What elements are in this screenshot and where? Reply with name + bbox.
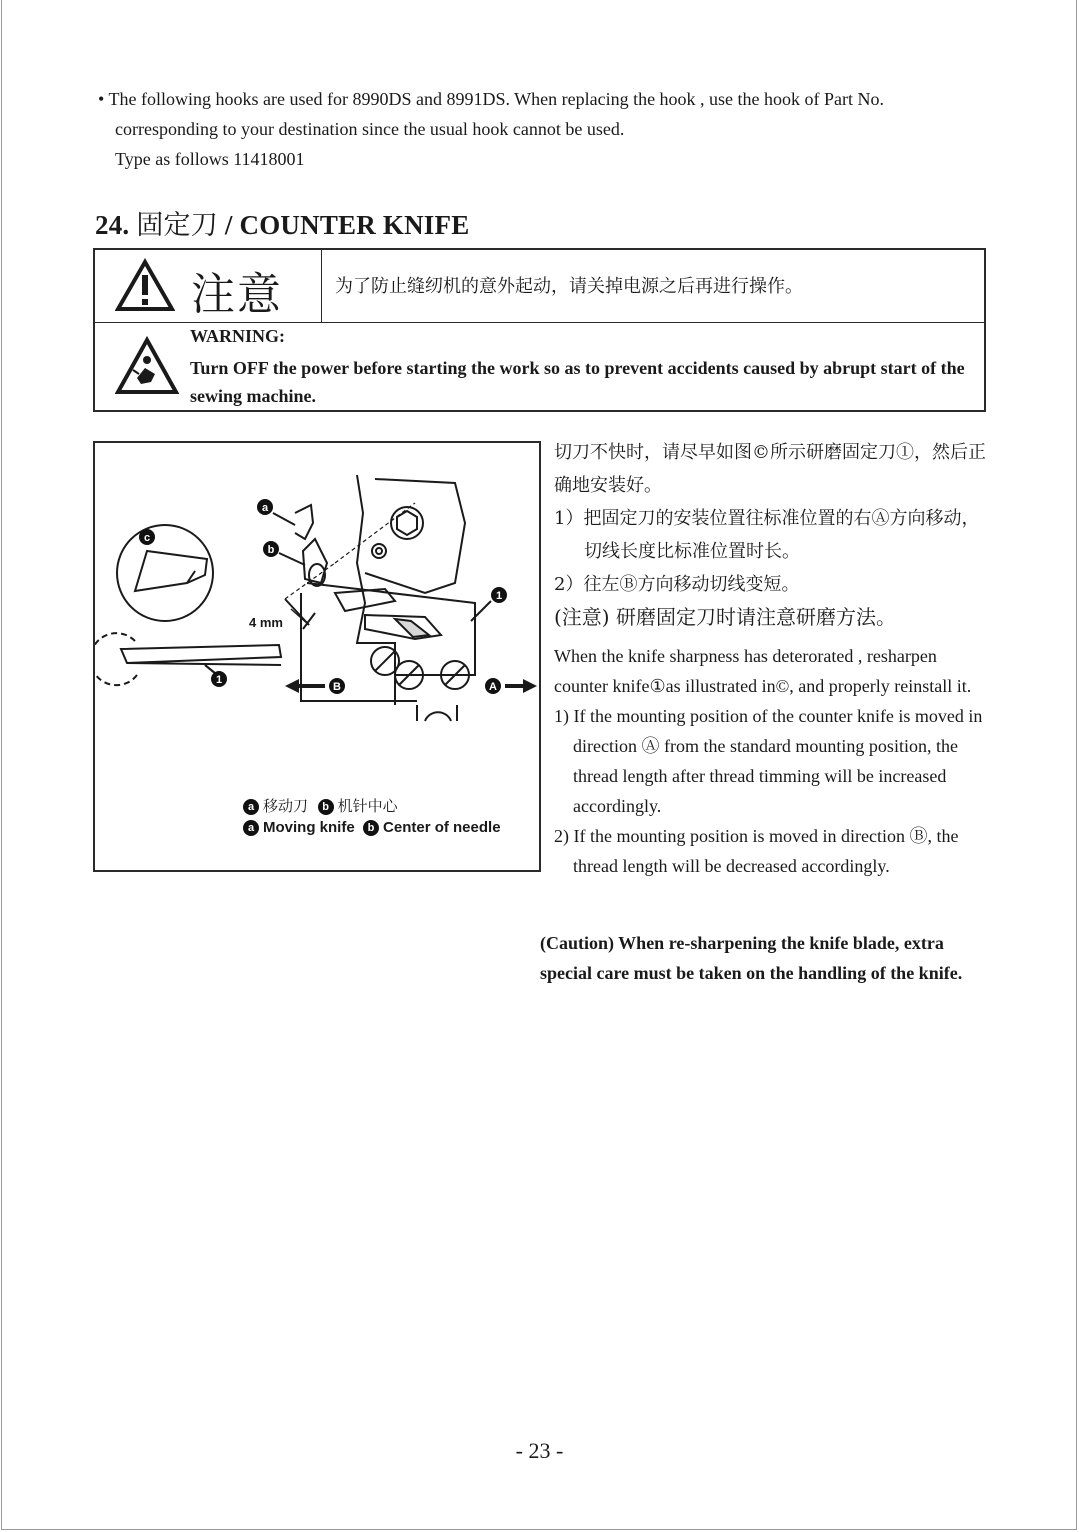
legend-badge-b-en: b: [363, 820, 379, 836]
warning-box: [93, 248, 986, 412]
section-number: 24.: [95, 210, 130, 240]
instructions-en-item2: 2) If the mounting position is moved in direction Ⓑ, the thread length will be decreased accordingly.: [554, 826, 959, 876]
section-title-en: COUNTER KNIFE: [239, 210, 470, 240]
warning-triangle-icon: [115, 257, 175, 313]
instructions-zh-caution: (注意) 研磨固定刀时请注意研磨方法。: [554, 605, 896, 629]
counter-knife-illustration: [95, 443, 539, 783]
figure-box: [93, 441, 541, 872]
section-title-zh: 固定刀: [136, 210, 218, 241]
callout-1-lower: 1: [215, 674, 223, 686]
legend-badge-b: b: [318, 799, 334, 815]
warning-en-heading: WARNING:: [190, 326, 286, 346]
warning-zh-row: [95, 250, 984, 323]
instructions-en-p1: When the knife sharpness has deterorated , resharpen counter knife①as illustrated in©, and properly reinstall it.: [554, 646, 972, 696]
legend-a-zh: 移动刀: [263, 797, 309, 815]
section-title: [95, 203, 469, 242]
figure-legend-zh: [243, 795, 398, 816]
instructions-en: [554, 641, 994, 881]
note-line-2: corresponding to your destination since the usual hook cannot be used.: [115, 119, 625, 139]
section-separator: /: [224, 210, 233, 240]
callout-c: c: [143, 532, 151, 544]
callout-1-upper: 1: [495, 590, 503, 602]
note-line-3: Type as follows 11418001: [115, 149, 305, 169]
callout-A: A: [489, 681, 497, 693]
warning-zh-title: 注意: [191, 269, 283, 320]
instructions-zh-item1: 1）把固定刀的安装位置往标准位置的右Ⓐ方向移动，切线长度比标准位置时长。: [554, 508, 980, 562]
callout-B: B: [333, 681, 341, 693]
instructions-zh-p1: 切刀不快时，请尽早如图©所示研磨固定刀①，然后正确地安装好。: [554, 442, 986, 496]
callout-b: b: [267, 544, 275, 556]
dimension-label: 4 mm: [249, 615, 283, 630]
legend-badge-a: a: [243, 799, 259, 815]
warning-zh-text: 为了防止缝纫机的意外起动，请关掉电源之后再进行操作。: [335, 276, 803, 297]
legend-b-zh: 机针中心: [337, 797, 398, 815]
note-bullet: •: [98, 89, 105, 109]
instructions-en-item1: 1) If the mounting position of the counter knife is moved in direction Ⓐ from the standard mounting position, the thread length after thread timming will be increased accordingly.: [554, 706, 983, 816]
instructions-zh-item2: 2）往左Ⓑ方向移动切线变短。: [554, 574, 800, 595]
page-number: - 23 -: [515, 1438, 564, 1463]
legend-badge-a-en: a: [243, 820, 259, 836]
callout-a: a: [261, 502, 269, 514]
hand-caution-icon: [115, 336, 179, 396]
legend-b-en: Center of needle: [383, 819, 501, 836]
warning-zh-title-cell: [95, 250, 322, 322]
instructions-zh: [554, 436, 994, 634]
note-line-1: The following hooks are used for 8990DS and 8991DS. When replacing the hook , use the hook of Part No.: [108, 89, 885, 109]
warning-en-text: Turn OFF the power before starting the work so as to prevent accidents caused by abrupt start of the sewing machine.: [190, 358, 965, 406]
hook-note: [98, 84, 998, 174]
figure-legend-en: [243, 819, 501, 836]
legend-a-en: Moving knife: [263, 819, 355, 836]
caution-en: (Caution) When re-sharpening the knife blade, extra special care must be taken on the handling of the knife.: [540, 933, 963, 983]
